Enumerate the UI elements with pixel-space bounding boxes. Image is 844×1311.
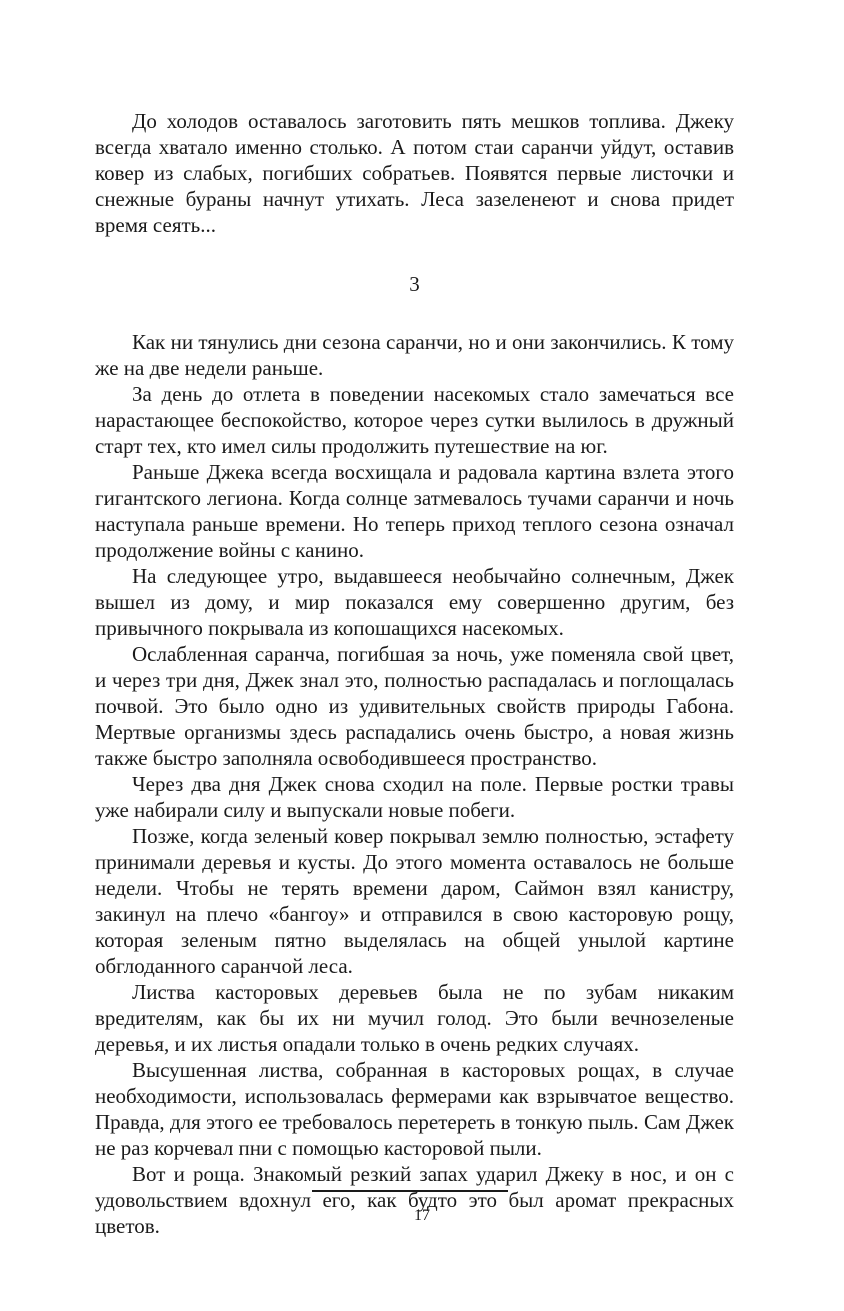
paragraph: Высушенная листва, собранная в касторовых рощах, в случае необходимости, использовалась фермерами как взрывчатое вещество. Правда, для этого ее требовалось перетереть в тонкую пыль. Сам Джек не раз корчевал пни с помощью касторовой пыли. [95,1058,734,1160]
page-body [95,108,734,1239]
paragraph: Раньше Джека всегда восхищала и радовала картина взлета этого гигантского легиона. Когда солнце затмевалось тучами саранчи и ночь наступала раньше времени. Но теперь приход теплого сезона означал продолжение войны с канино. [95,460,734,562]
footer-rule [312,1190,508,1192]
paragraph: Вот и роща. Знакомый резкий запах ударил Джеку в нос, и он с удовольствием вдохнул его, как будто это был аромат прекрасных цветов. [95,1162,734,1238]
section-number: 3 [409,272,420,296]
paragraph: Позже, когда зеленый ковер покрывал землю полностью, эстафету принимали деревья и кусты. До этого момента оставалось не больше недели. Чтобы не терять времени даром, Саймон взял канистру, закинул на плечо «бангоу» и отправился в свою касторовую рощу, которая зеленым пятно выделялась на общей унылой картине обглоданного саранчой леса. [95,824,734,978]
paragraph: На следующее утро, выдавшееся необычайно солнечным, Джек вышел из дому, и мир показался ему совершенно другим, без привычного покрывала из копошащихся насекомых. [95,564,734,640]
page-number: 17 [414,1207,430,1224]
paragraph: Через два дня Джек снова сходил на поле. Первые ростки травы уже набирали силу и выпускали новые побеги. [95,772,734,822]
opening-paragraph: До холодов оставалось заготовить пять мешков топлива. Джеку всегда хватало именно столько. А потом стаи саранчи уйдут, оставив ковер из слабых, погибших собратьев. Появятся первые листочки и снежные бураны начнут утихать. Леса зазеленеют и снова придет время сеять... [95,109,734,237]
paragraph: За день до отлета в поведении насекомых стало замечаться все нарастающее беспокойство, которое через сутки вылилось в дружный старт тех, кто имел силы продолжить путешествие на юг. [95,382,734,458]
paragraph: Ослабленная саранча, погибшая за ночь, уже поменяла свой цвет, и через три дня, Джек знал это, полностью распадалась и поглощалась почвой. Это было одно из удивительных свойств природы Габона. Мертвые организмы здесь распадались очень быстро, а новая жизнь также быстро заполняла освободившееся пространство. [95,642,734,770]
paragraph: Как ни тянулись дни сезона саранчи, но и они закончились. К тому же на две недели раньше. [95,330,734,380]
paragraph: Листва касторовых деревьев была не по зубам никаким вредителям, как бы их ни мучил голод. Это были вечнозеленые деревья, и их листья опадали только в очень редких случаях. [95,980,734,1056]
